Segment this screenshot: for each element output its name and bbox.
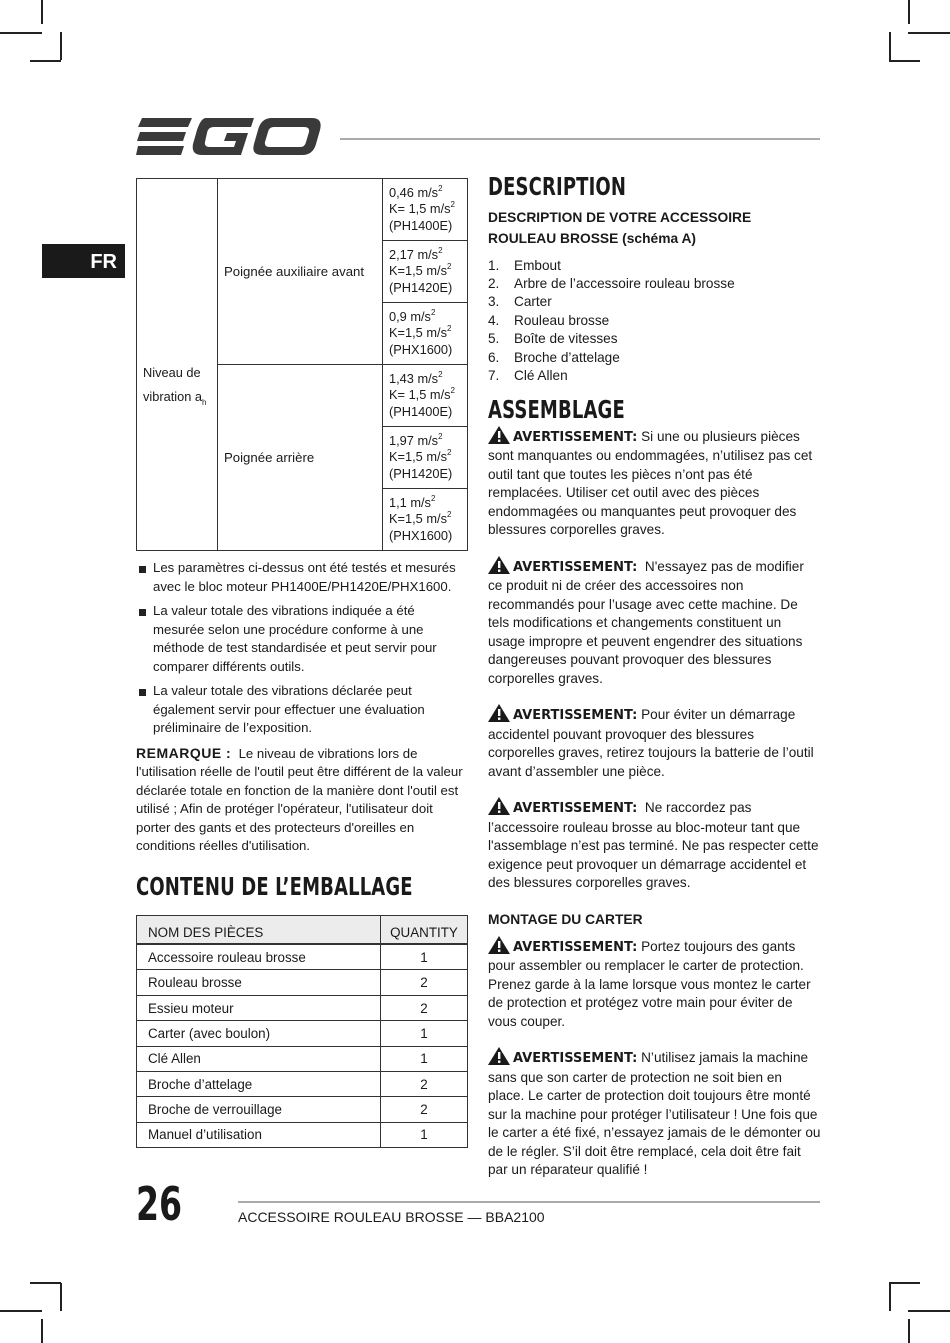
crop-mark [889, 1283, 891, 1311]
note-item [136, 602, 468, 676]
note-text: La valeur totale des vibrations indiquée a été mesurée selon une procédure conforme à une méthode de test standardisée et peut servir pour comparer différents outils. [153, 603, 437, 674]
table-row [137, 970, 468, 995]
table-row [137, 1021, 468, 1046]
uncertainty-value: K=1,5 m/s [389, 449, 447, 465]
carter-subtitle: MONTAGE DU CARTER [488, 911, 643, 927]
superscript: 2 [446, 510, 452, 520]
part-name: Broche d’attelage [137, 1072, 381, 1097]
list-item [488, 257, 821, 275]
warning-triangle-icon [488, 426, 510, 444]
item-text: Carter [514, 294, 552, 310]
list-item [488, 330, 821, 348]
remark [136, 744, 468, 857]
list-item [488, 349, 821, 367]
warning-triangle-icon [488, 704, 510, 722]
crop-mark [0, 32, 42, 34]
model-code: (PHX1600) [389, 527, 453, 543]
warning-text: Pour éviter un démarrage accidentel pouvant provoquer des blessures corporelles graves, retirez toujours la batterie de l’outil avant d’assembler une pièce. [488, 707, 814, 779]
note-item [136, 559, 468, 596]
remark-text: Le niveau de vibrations lors de l'utilisation réelle de l'outil peut être différent de la valeur déclarée totale en fonction de la manière dont l'outil est utilisé ; Afin de protéger l'opérateur, l'utilisateur doit porter des gants et des protecteurs d'oreilles en conditions réelles d'utilisation. [136, 745, 463, 854]
item-text: Rouleau brosse [514, 312, 610, 328]
superscript: 2 [438, 369, 443, 379]
vibration-label-subscript: h [202, 397, 207, 407]
crop-mark [908, 1310, 950, 1312]
table-row [137, 1122, 468, 1147]
warning-label: AVERTISSEMENT: [513, 429, 638, 445]
vibration-value-cell [383, 303, 468, 365]
warning-label: AVERTISSEMENT: [513, 559, 638, 575]
warning-triangle-icon [488, 936, 510, 954]
warning-block [488, 1047, 821, 1180]
part-name: Broche de verrouillage [137, 1097, 381, 1122]
table-row [137, 1046, 468, 1071]
ego-logo [136, 116, 322, 158]
vibration-table [136, 178, 468, 551]
warning-text: Portez toujours des gants pour assembler ou remplacer le carter de protection. Prenez garde à la lame lorsque vous montez le carter de protection et protégez votre main pour éviter de vous couper. [488, 938, 811, 1029]
vibration-value: 0,9 m/s [389, 308, 431, 324]
list-item [488, 293, 821, 311]
warning-text: N’utilisez jamais la machine sans que son carter de protection ne soit bien en place. Le carter de protection doit toujours être monté sur la machine pour protéger l’utilisateur ! Une fois que le carter a été fixé, n’essayez jamais de le démonter ou de le régler. S’il doit être remplacé, cela doit être fait par un réparateur qualifié ! [488, 1050, 821, 1178]
part-name: Clé Allen [137, 1046, 381, 1071]
item-number: 5. [488, 331, 500, 347]
part-name: Essieu moteur [137, 995, 381, 1020]
item-text: Broche d’attelage [514, 349, 620, 365]
superscript: 2 [446, 448, 452, 458]
superscript: 2 [438, 431, 443, 441]
crop-mark [60, 1283, 62, 1311]
vibration-value-cell [383, 489, 468, 551]
part-name: Carter (avec boulon) [137, 1021, 381, 1046]
item-text: Boîte de vitesses [514, 331, 618, 347]
square-bullet-icon [139, 566, 146, 573]
superscript: 2 [450, 386, 455, 396]
table-row [137, 1097, 468, 1122]
crop-mark [41, 0, 43, 24]
superscript: 2 [446, 324, 452, 334]
part-quantity: 2 [381, 1072, 468, 1097]
vibration-label-line1: Niveau de [143, 364, 201, 380]
list-item [488, 367, 821, 385]
group-front-handle: Poignée auxiliaire avant [218, 179, 383, 365]
uncertainty-value: K= 1,5 m/s [389, 201, 451, 217]
group-rear-handle: Poignée arrière [218, 365, 383, 551]
superscript: 2 [438, 183, 443, 193]
item-number: 4. [488, 312, 500, 328]
description-title: DESCRIPTION [488, 172, 627, 201]
superscript: 2 [438, 245, 443, 255]
item-number: 1. [488, 257, 500, 273]
vibration-value-cell [383, 427, 468, 489]
remark-label: REMARQUE : [136, 744, 232, 761]
uncertainty-value: K=1,5 m/s [389, 263, 447, 279]
vibration-label-line2: vibration a [143, 388, 203, 404]
footer-title: ACCESSOIRE ROULEAU BROSSE — BBA2100 [238, 1209, 545, 1225]
left-column [136, 178, 468, 1148]
column-header-quantity: QUANTITY [381, 916, 468, 945]
square-bullet-icon [139, 689, 146, 696]
vibration-value: 0,46 m/s [389, 184, 439, 200]
part-quantity: 1 [381, 1021, 468, 1046]
superscript: 2 [430, 307, 436, 317]
model-code: (PHX1600) [389, 341, 453, 357]
part-name: Rouleau brosse [137, 970, 381, 995]
page-number: 26 [136, 1177, 183, 1231]
superscript: 2 [450, 200, 455, 210]
crop-mark [889, 60, 920, 62]
description-subtitle: DESCRIPTION DE VOTRE ACCESSOIRE ROULEAU BROSSE (schéma A) [488, 209, 752, 246]
note-item [136, 682, 468, 738]
part-quantity: 1 [381, 1122, 468, 1147]
warning-block [488, 936, 821, 1032]
vibration-value-cell [383, 241, 468, 303]
vibration-value-cell [383, 179, 468, 241]
header-rule [340, 138, 820, 140]
model-code: (PH1400E) [389, 403, 453, 419]
table-row [137, 995, 468, 1020]
table-row [137, 944, 468, 970]
item-text: Embout [514, 257, 561, 273]
part-quantity: 2 [381, 995, 468, 1020]
assembly-title: ASSEMBLAGE [488, 395, 625, 425]
superscript: 2 [430, 493, 436, 503]
contents-title: CONTENU DE L’EMBALLAGE [136, 872, 413, 902]
table-row [137, 1072, 468, 1097]
item-number: 6. [488, 349, 500, 365]
crop-mark [908, 32, 950, 34]
superscript: 2 [446, 262, 452, 272]
language-tab: FR [42, 244, 125, 278]
vibration-notes [136, 559, 468, 738]
vibration-value-cell [383, 365, 468, 427]
parts-table [136, 915, 468, 1148]
part-quantity: 2 [381, 970, 468, 995]
crop-mark [30, 60, 61, 62]
column-header-name: NOM DES PIÈCES [137, 916, 381, 945]
warning-label: AVERTISSEMENT: [513, 1051, 638, 1067]
item-number: 7. [488, 367, 500, 383]
warning-block [488, 556, 821, 689]
crop-mark [41, 1319, 43, 1343]
vibration-value: 1,97 m/s [389, 432, 439, 448]
note-text: La valeur totale des vibrations déclarée peut également servir pour effectuer une évaluation préliminaire de l’exposition. [153, 683, 425, 735]
part-name: Accessoire rouleau brosse [137, 944, 381, 970]
warning-block [488, 426, 821, 540]
parts-header-row [137, 916, 468, 945]
square-bullet-icon [139, 609, 146, 616]
crop-mark [889, 32, 891, 60]
crop-mark [30, 1282, 61, 1284]
warning-text: N'essayez pas de modifier ce produit ni de créer des accessoires non recommandés pour l’usage avec cette machine. De tels modifications et changements constituent un usage impropre et peuvent engendrer des situations dangereuses pouvant provoquer des blessures corporelles graves. [488, 558, 804, 686]
item-text: Arbre de l’accessoire rouleau brosse [514, 275, 735, 291]
vibration-row-label [137, 179, 218, 551]
warning-triangle-icon [488, 797, 510, 815]
part-quantity: 1 [381, 1046, 468, 1071]
part-quantity: 2 [381, 1097, 468, 1122]
warning-label: AVERTISSEMENT: [513, 939, 638, 955]
warning-triangle-icon [488, 1047, 510, 1065]
warning-label: AVERTISSEMENT: [513, 708, 638, 724]
uncertainty-value: K=1,5 m/s [389, 325, 447, 341]
item-number: 2. [488, 275, 500, 291]
vibration-value: 2,17 m/s [389, 246, 439, 262]
crop-mark [908, 1319, 910, 1343]
item-text: Clé Allen [514, 367, 568, 383]
warning-text: Si une ou plusieurs pièces sont manquantes ou endommagées, n’utilisez pas cet outil tant que toutes les pièces n’ont pas été remplacées. Utiliser cet outil avec des pièces endommagées ou manquantes peut provoquer des blessures corporelles graves. [488, 428, 813, 538]
crop-mark [889, 1282, 920, 1284]
item-number: 3. [488, 294, 500, 310]
uncertainty-value: K= 1,5 m/s [389, 387, 451, 403]
note-text: Les paramètres ci-dessus ont été testés et mesurés avec le bloc moteur PH1400E/PH1420E/PHX1600. [153, 560, 456, 594]
list-item [488, 312, 821, 330]
warning-triangle-icon [488, 556, 510, 574]
model-code: (PH1420E) [389, 465, 453, 481]
uncertainty-value: K=1,5 m/s [389, 511, 447, 527]
warning-block [488, 797, 821, 893]
part-quantity: 1 [381, 944, 468, 970]
vibration-value: 1,43 m/s [389, 370, 439, 386]
footer-rule [238, 1201, 820, 1203]
model-code: (PH1400E) [389, 217, 453, 233]
warning-text: Ne raccordez pas l’accessoire rouleau brosse au bloc-moteur tant que l'assemblage n’est pas terminé. Ne pas respecter cette exigence peut provoquer un démarrage accidentel et des blessures corporelles graves. [488, 800, 819, 891]
model-code: (PH1420E) [389, 279, 453, 295]
warning-label: AVERTISSEMENT: [513, 801, 638, 817]
warning-block [488, 704, 821, 781]
crop-mark [908, 0, 910, 24]
right-column [488, 172, 821, 1196]
crop-mark [0, 1310, 42, 1312]
vibration-value: 1,1 m/s [389, 494, 431, 510]
parts-list [488, 257, 821, 386]
part-name: Manuel d’utilisation [137, 1122, 381, 1147]
crop-mark [60, 32, 62, 60]
list-item [488, 275, 821, 293]
